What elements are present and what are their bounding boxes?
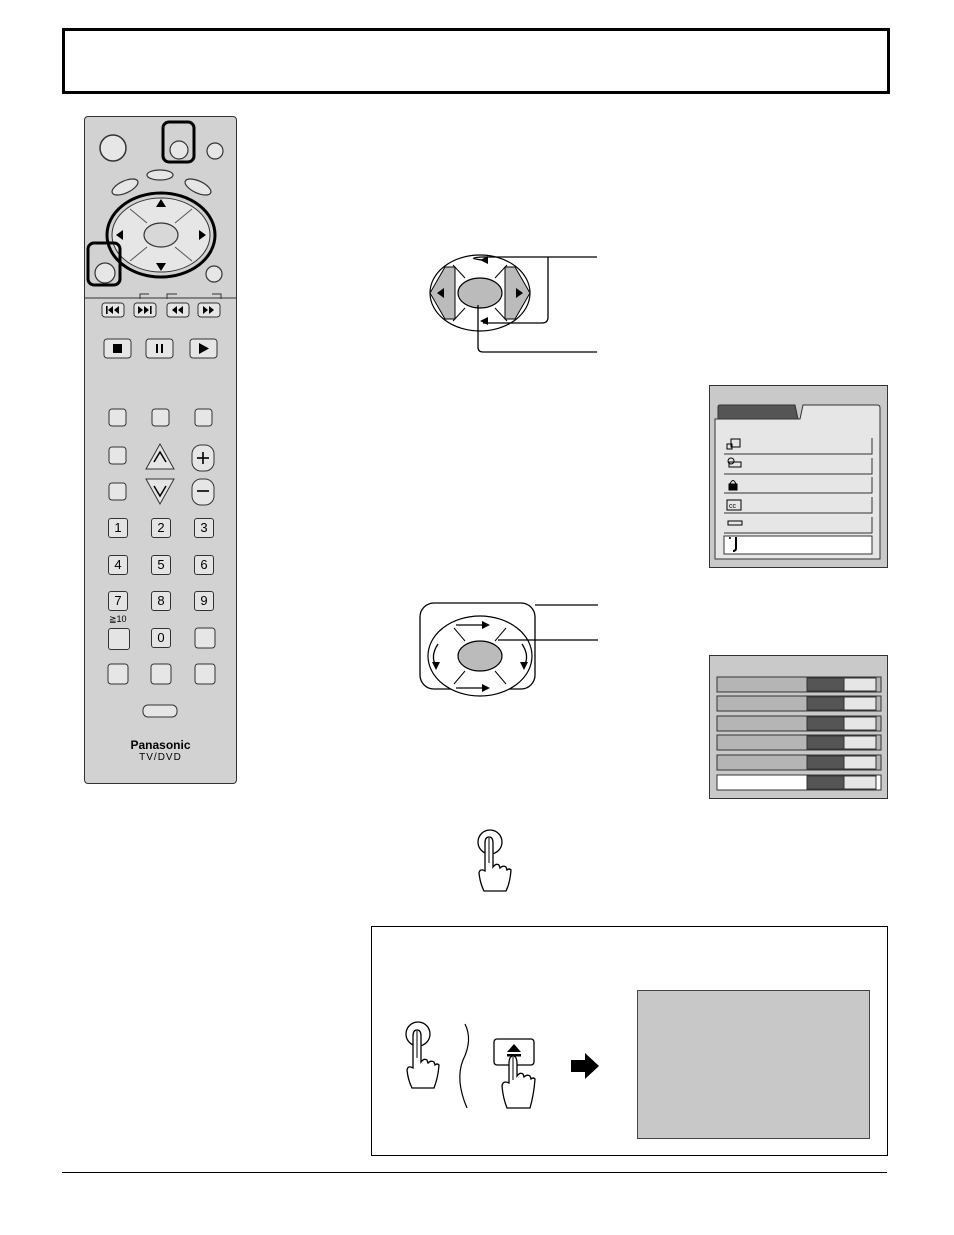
svg-text:cc: cc: [729, 503, 736, 510]
digit-3-button[interactable]: 3: [194, 518, 214, 538]
transport-row-2: [104, 339, 217, 358]
digit-7-button[interactable]: 7: [108, 591, 128, 611]
digit-0-button[interactable]: 0: [151, 628, 171, 648]
page-title-frame: [62, 28, 890, 94]
remote-body-graphics: [85, 117, 236, 783]
product-label: TV/DVD: [139, 752, 182, 763]
input-button: [207, 143, 223, 159]
brand-logo: Panasonic: [130, 738, 191, 752]
osd-adjust-graphics: [710, 656, 887, 798]
remote-control: [84, 116, 237, 784]
power-button: [100, 135, 126, 161]
note-press-illustration: [395, 1020, 615, 1115]
ok-button: [144, 223, 178, 247]
wavy-separator: [460, 1024, 469, 1108]
ten-plus-button[interactable]: [108, 628, 130, 650]
digit-5-button[interactable]: 5: [151, 555, 171, 575]
osd-adjust-screen: [709, 655, 888, 799]
osd-menu-screen: [709, 385, 888, 568]
finger-press-icon: [470, 825, 520, 900]
digit-2-button[interactable]: 2: [151, 518, 171, 538]
tv-dvd-button: [170, 141, 188, 159]
right-arrow-icon: [571, 1053, 599, 1079]
note-screen-preview: [637, 990, 870, 1139]
transport-row-1: [102, 303, 220, 317]
digit-8-button[interactable]: 8: [151, 591, 171, 611]
osd-menu-graphics: [710, 386, 887, 567]
footer-rule: [62, 1172, 887, 1173]
digit-9-button[interactable]: 9: [194, 591, 214, 611]
digit-1-button[interactable]: 1: [108, 518, 128, 538]
dpad-diagram-adjust: [418, 600, 603, 705]
menu-button: [95, 263, 115, 283]
digit-6-button[interactable]: 6: [194, 555, 214, 575]
digit-4-button[interactable]: 4: [108, 555, 128, 575]
dpad-diagram-select: [425, 245, 605, 360]
ten-plus-label: ≧10: [109, 614, 127, 624]
